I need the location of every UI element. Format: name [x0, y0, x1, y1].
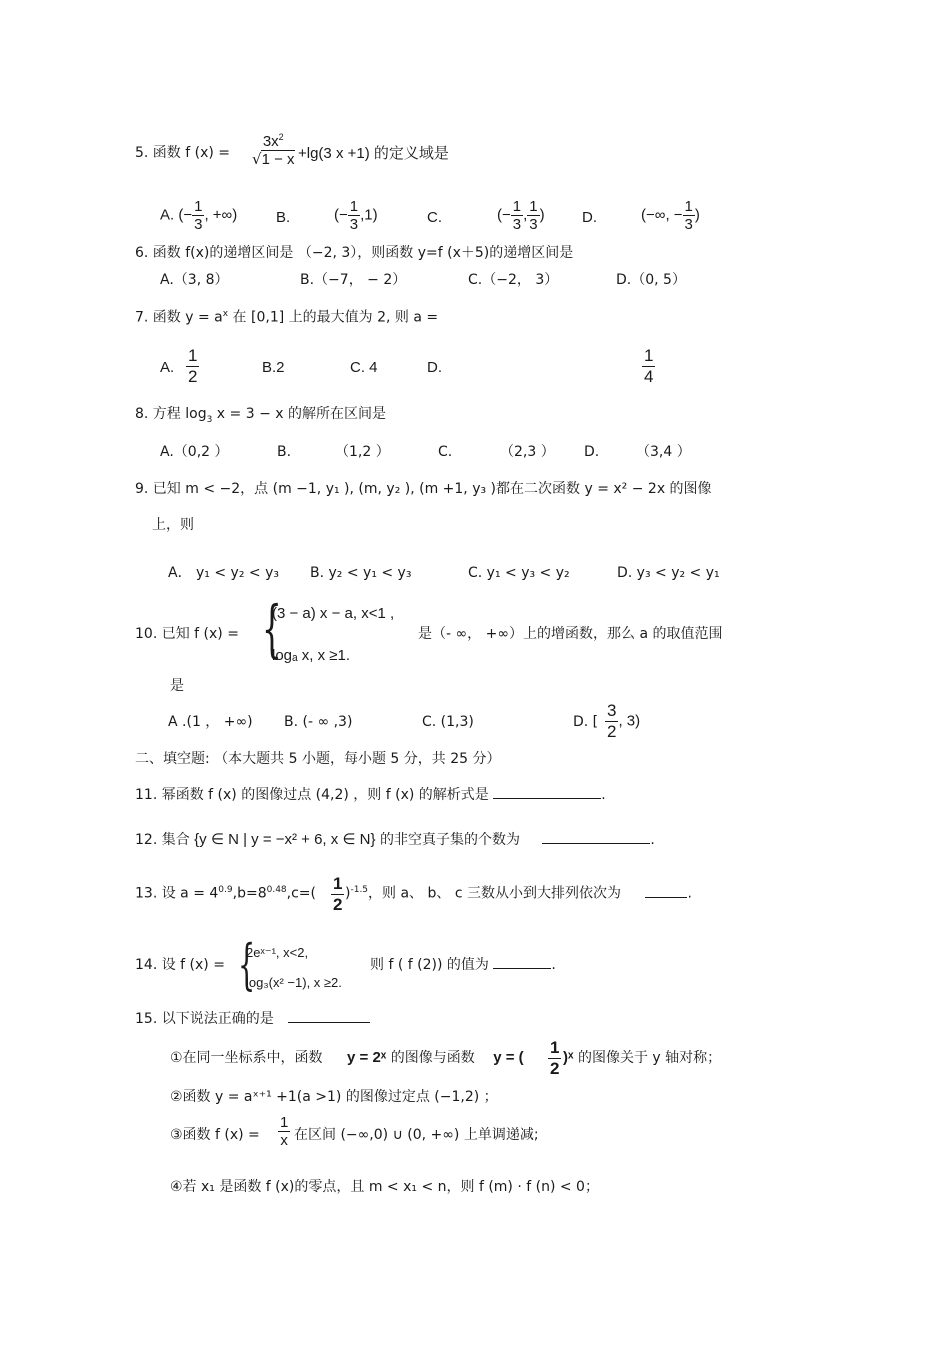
- q8-log-base: 3: [206, 414, 213, 425]
- q14-tail: 则 f ( f (2)) 的值为 .: [370, 957, 556, 973]
- q9-option-d[interactable]: D. y₃ < y₂ < y₁: [617, 565, 720, 581]
- q5-option-b[interactable]: (− $\frac{1}{3}$ ,1): [334, 198, 378, 234]
- q10-option-c[interactable]: C. (1,3): [422, 714, 474, 730]
- q15-item-1-tail: )ˣ 的图像关于 y 轴对称；: [563, 1049, 722, 1066]
- q5-option-c-label: C.: [427, 209, 442, 226]
- q11-answer-blank[interactable]: [493, 798, 601, 799]
- q8-option-a[interactable]: A.（0,2 ）: [160, 444, 229, 460]
- q11-stem: 11. 幂函数 f (x) 的图像过点 (4,2) ，则 f (x) 的解析式是 .: [135, 787, 606, 803]
- q7-option-a-label: A.: [160, 359, 175, 376]
- q15-item-3: ③函数 f (x) =: [170, 1127, 260, 1143]
- q7-option-a[interactable]: $\frac{1}{2}$: [188, 346, 198, 386]
- q9-stem-line2: 上，则: [152, 517, 194, 533]
- q5-option-a[interactable]: A. (− $\frac{1}{3}$ , +∞): [160, 198, 238, 234]
- q8-option-c[interactable]: （2,3 ）: [500, 444, 555, 460]
- q5-numerator: 3x: [262, 133, 279, 150]
- q13-answer-blank[interactable]: [645, 897, 687, 898]
- q15-item-3-tail: 在区间 (−∞,0) ∪ (0, +∞) 上单调递减;: [294, 1127, 539, 1143]
- q14-case2: log₃(x² −1), x ≥2.: [246, 975, 342, 990]
- q13-stem: 13. 设 $a = 4^{0.9},b=8^{0.48},c=$(: [135, 885, 316, 902]
- q10-stem-line2: 是: [170, 678, 184, 694]
- q9-stem: 9. 已知 m < −2，点 (m −1, y₁ ), (m, y₂ ), (m +1, y₃ )都在二次函数 y = x² − 2x 的图像: [135, 481, 712, 497]
- q15-item-1-fraction: $\frac{1}{2}$: [550, 1038, 560, 1078]
- q5-option-d-label: D.: [582, 209, 597, 226]
- q10-option-b[interactable]: B. (- ∞ ,3): [284, 714, 353, 730]
- q14-case1: 2eˣ⁻¹, x<2,: [246, 945, 309, 960]
- q12-set-expression: {y ∈ N | y = −x² + 6, x ∈ N}: [194, 831, 376, 848]
- q10-prefix: 10. 已知 f (x) =: [135, 626, 239, 642]
- q9-option-c[interactable]: C. y₁ < y₃ < y₂: [468, 565, 570, 581]
- q15-item-1: ①在同一坐标系中，函数 y = 2ˣ 的图像与函数 y = (: [170, 1049, 524, 1066]
- q5-option-d[interactable]: (−∞, − $\frac{1}{3}$ ): [641, 198, 700, 234]
- q8-option-b[interactable]: （1,2 ）: [335, 444, 390, 460]
- q7-exponent: x: [222, 309, 229, 319]
- q5-option-b-label: B.: [276, 209, 291, 226]
- q10-case2: logₐ x, x ≥1.: [272, 647, 351, 664]
- q7-option-b[interactable]: B.2: [262, 359, 285, 376]
- q15-item-4: ④若 x₁ 是函数 f (x)的零点，且 m < x₁ < n，则 f (m) · f (n) < 0；: [170, 1179, 599, 1195]
- q10-brace: {: [262, 592, 282, 665]
- q9-option-a[interactable]: A． y₁ < y₂ < y₃: [168, 565, 279, 581]
- q6-option-d[interactable]: D.（0, 5）: [616, 272, 686, 288]
- q15-item-3-fraction: $\frac{1}{x}$: [280, 1114, 289, 1150]
- q8-option-b-label: B.: [277, 444, 292, 460]
- q5-tail: +lg(3 x +1) 的定义域是: [298, 145, 449, 162]
- q15-answer-blank[interactable]: [288, 1022, 370, 1023]
- q14-brace: {: [238, 933, 256, 996]
- q10-option-d-label: D. [: [573, 714, 599, 730]
- q10-option-d[interactable]: $\frac{3}{2}$ , 3): [607, 701, 641, 741]
- q6-option-a[interactable]: A.（3, 8）: [160, 272, 229, 288]
- q13-tail: )$^{-1.5}$，则 a、 b、 c 三数从小到大排列依次为 .: [345, 885, 692, 902]
- q7-option-d[interactable]: $\frac{1}{4}$: [644, 346, 654, 386]
- q10-option-a[interactable]: A .(1 ， +∞): [168, 714, 253, 730]
- q7-stem: 7. 函数 $y = a^x$ 在 [0,1] 上的最大值为 2, 则 a =: [135, 309, 439, 326]
- q10-case1: (3 − a) x − a, x<1 ,: [272, 605, 395, 622]
- q5-numerator-exponent: 2: [278, 132, 284, 142]
- q7-option-c[interactable]: C. 4: [350, 359, 378, 376]
- q5-denominator: √1 − x: [252, 150, 295, 169]
- q15-item-2: ②函数 y = aˣ⁺¹ +1(a >1) 的图像过定点 (−1,2) ；: [170, 1089, 498, 1105]
- q12-stem: 12. 集合 {y ∈ N | y = −x² + 6, x ∈ N} 的非空真子集的个数为 .: [135, 831, 655, 848]
- q6-stem: 6. 函数 f(x)的递增区间是 （−2, 3），则函数 y=f (x＋5)的递增区间是: [135, 245, 574, 261]
- q15-stem: 15. 以下说法正确的是: [135, 1012, 370, 1026]
- q13-fraction: $\frac{1}{2}$: [333, 874, 343, 914]
- section-2-heading: 二、填空题: （本大题共 5 小题，每小题 5 分，共 25 分）: [135, 751, 501, 767]
- q6-option-c[interactable]: C.（−2， 3）: [468, 272, 559, 288]
- q6-option-b[interactable]: B.（−7， − 2）: [300, 272, 407, 288]
- q10-tail: 是（- ∞， +∞）上的增函数，那么 a 的取值范围: [418, 626, 723, 642]
- q5-main-fraction: [250, 132, 297, 169]
- q8-option-d[interactable]: （3,4 ）: [636, 444, 691, 460]
- q14-answer-blank[interactable]: [493, 968, 551, 969]
- q5-prefix: 5. 函数 f (x) =: [135, 145, 231, 161]
- q9-option-b[interactable]: B. y₂ < y₁ < y₃: [310, 565, 412, 581]
- q8-option-d-label: D.: [584, 444, 600, 460]
- q7-option-d-label: D.: [427, 359, 442, 376]
- q5-option-c[interactable]: (− $\frac{1}{3}$ , $\frac{1}{3}$ ): [497, 198, 545, 234]
- q14-prefix: 14. 设 f (x) =: [135, 957, 225, 973]
- q8-stem: 8. 方程 $\log_3 x = 3 - x$ 的解所在区间是: [135, 406, 386, 425]
- q12-answer-blank[interactable]: [542, 843, 650, 844]
- q8-option-c-label: C.: [438, 444, 453, 460]
